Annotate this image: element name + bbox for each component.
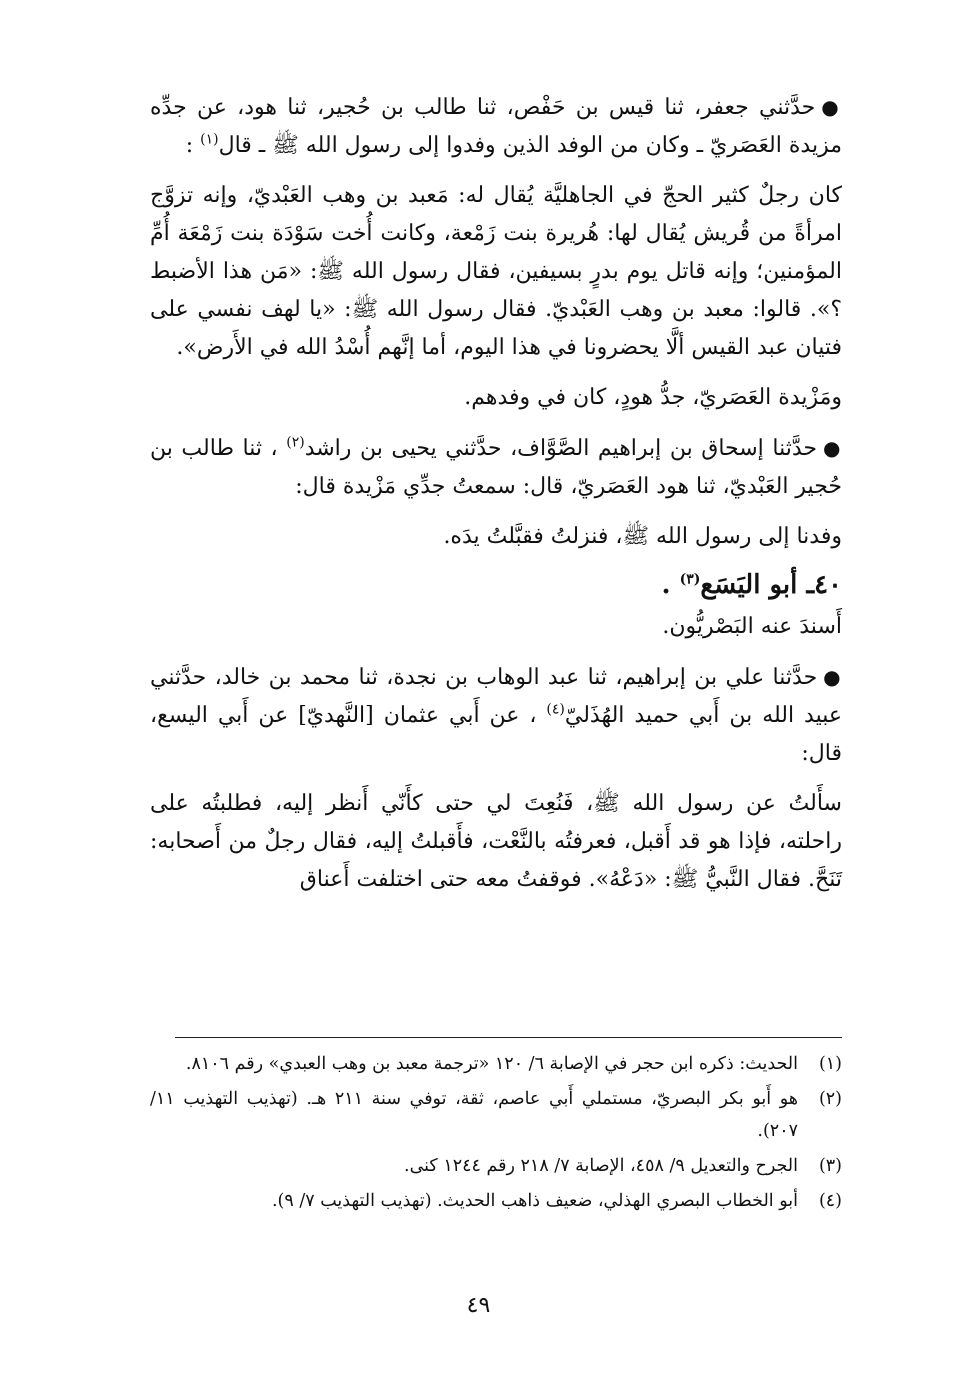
footnote-divider: [175, 1037, 842, 1038]
hadith-chain-1-end: :: [185, 133, 201, 158]
footnote-text: أبو الخطاب البصري الهذلي، ضعيف ذاهب الحديث. (تهذيب التهذيب ٧/ ٩).: [271, 1191, 798, 1211]
footnote-item: [150, 1150, 842, 1182]
footnotes: [150, 1048, 842, 1220]
bullet-icon: ●: [823, 665, 842, 689]
section-heading-end: .: [661, 570, 680, 600]
footnote-ref-2[interactable]: (٢): [286, 434, 305, 451]
note-paragraph-mazyada: ومَزْيدة العَصَريّ، جدُّ هودٍ، كان في وفدهم.: [464, 385, 842, 410]
bullet-icon: ●: [822, 436, 843, 460]
section-heading: [150, 562, 842, 608]
footnote-ref-1[interactable]: (١): [200, 131, 219, 148]
footnote-number: (٣): [818, 1156, 842, 1176]
hadith-chain-2: [150, 429, 842, 506]
footnote-number: (٢): [818, 1089, 842, 1109]
hadith-chain-2-end: ، ثنا طالب بن حُجير العَبْديّ، ثنا هود العَصَريّ، قال: سمعتُ جدِّي مَزْيدة قال:: [150, 436, 842, 499]
footnote-text: هو أَبو بكر البصريّ، مستملي أَبي عاصم، ثقة، توفي سنة ٢١١ هـ. (تهذيب التهذيب ١١/ ٢٠٧).: [150, 1089, 798, 1141]
footnote-text: الجرح والتعديل ٩/ ٤٥٨، الإصابة ٧/ ٢١٨ رقم ١٢٤٤ كنى.: [404, 1156, 798, 1176]
hadith-matn-3: سأَلتُ عن رسول الله ﷺ، فَنُعِتَ لي حتى كأَنّي أَنظر إليه، فطلبتُه على راحلته، فإذا هو قد أَقبل، فعرفتُه بالنَّعْت، فأَقبلتُ إليه، فقال رجلٌ من أَصحابه: تَنَحَّ. فقال النَّبيُّ ﷺ: «دَعْهُ». فوقفتُ معه حتى اختلفت أَعناق: [150, 791, 842, 892]
hadith-matn-2: وفدنا إلى رسول الله ﷺ، فنزلتُ فقبَّلتُ يدَه.: [443, 524, 842, 549]
hadith-chain-3-text: حدَّثنا علي بن إبراهيم، ثنا عبد الوهاب بن نجدة، ثنا محمد بن خالد، حدَّثني عبيد الله بن أَبي حميد الهُذَليّ: [150, 665, 842, 728]
bullet-icon: ●: [821, 95, 843, 119]
hadith-chain-2-text: حدَّثنا إسحاق بن إبراهيم الصَّوَّاف، حدَّثني يحيى بن راشد: [304, 436, 817, 461]
footnote-ref-4[interactable]: (٤): [546, 701, 565, 718]
footnote-item: [150, 1083, 842, 1147]
section-intro: أَسندَ عنه البَصْريُّون.: [662, 614, 842, 639]
hadith-chain-1: [150, 88, 842, 165]
footnote-item: [150, 1185, 842, 1217]
hadith-chain-3: [150, 658, 842, 773]
hadith-matn-1: كان رجلٌ كثير الحجّ في الجاهليَّة يُقال له: مَعبد بن وهب العَبْديّ، وإنه تزوَّج امرأةً من قُريش يُقال لها: هُريرة بنت زَمْعة، وكانت أُخت سَوْدَة بنت زَمْعَة أُمِّ المؤمنين؛ وإنه قاتل يوم بدرٍ بسيفين، فقال رسول الله ﷺ: «مَن هذا الأضبط ؟». قالوا: معبد بن وهب العَبْديّ. فقال رسول الله ﷺ: «يا لهف نفسي على فتيان عبد القيس ألَّا يحضرونا في هذا اليوم، أما إنَّهم أُسْدُ الله في الأَرض».: [150, 183, 842, 360]
footnote-text: الحديث: ذكره ابن حجر في الإصابة ٦/ ١٢٠ «ترجمة معبد بن وهب العبدي» رقم ٨١٠٦.: [185, 1054, 798, 1074]
section-heading-text: ٤٠ـ أبو اليَسَع: [700, 570, 842, 600]
page-number: ٤٩: [466, 1293, 491, 1318]
footnote-number: (٤): [818, 1191, 842, 1211]
footnote-item: [150, 1048, 842, 1080]
hadith-chain-3-end: ، عن أَبي عثمان [النَّهديّ] عن أَبي اليسع، قال:: [150, 703, 842, 766]
footnote-ref-3[interactable]: (٣): [679, 571, 701, 588]
page-body: [150, 88, 842, 899]
footnote-number: (١): [818, 1054, 842, 1074]
hadith-chain-1-text: حدَّثني جعفر، ثنا قيس بن حَفْص، ثنا طالب بن حُجير، ثنا هود، عن جدِّه مزيدة العَصَريّ ـ وكان من الوفد الذين وفدوا إلى رسول الله ﷺ ـ قال: [150, 95, 842, 158]
